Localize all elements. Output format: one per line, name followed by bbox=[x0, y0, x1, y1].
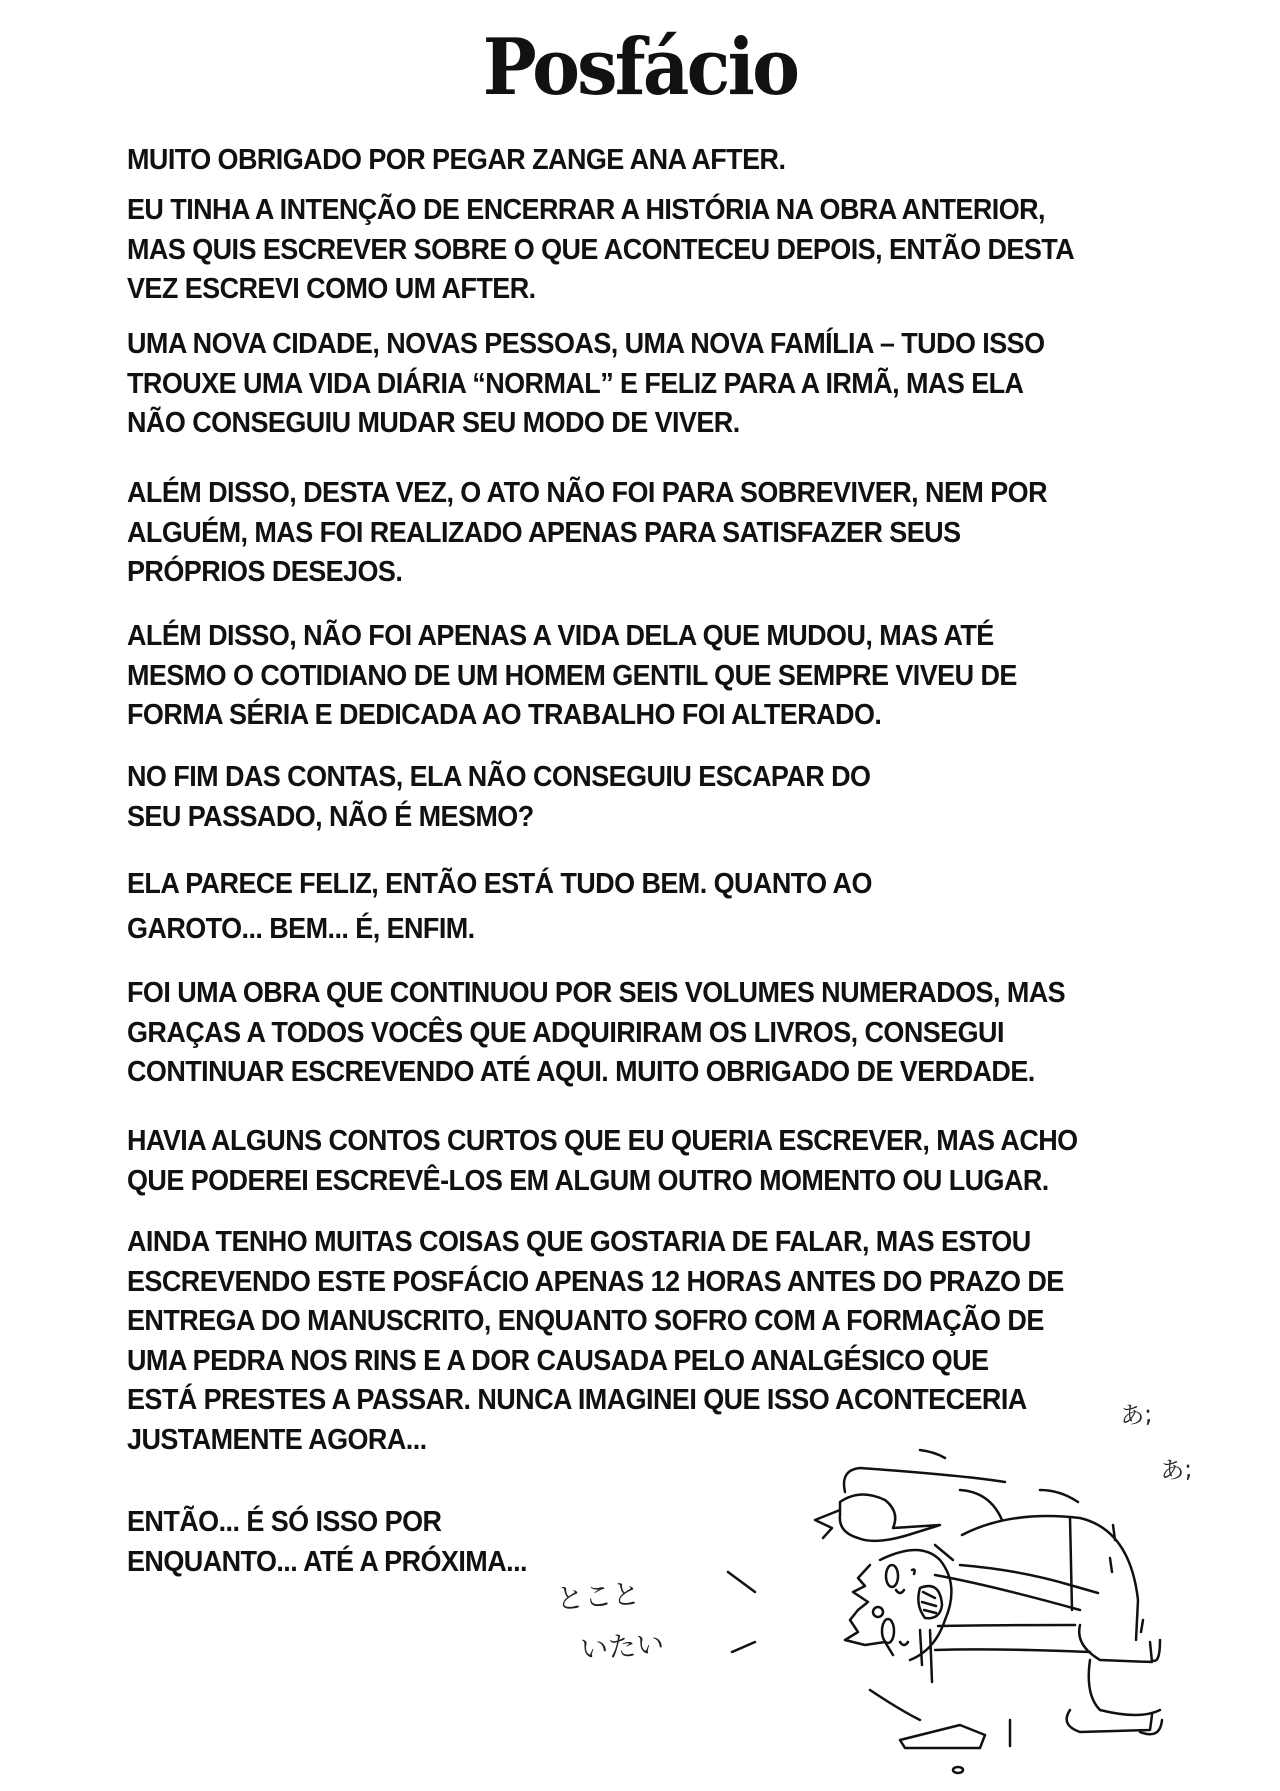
text-line: QUE PODEREI ESCREVÊ-LOS EM ALGUM OUTRO MOMENTO OU LUGAR. bbox=[127, 1164, 1049, 1197]
text-line: MESMO O COTIDIANO DE UM HOMEM GENTIL QUE SEMPRE VIVEU DE bbox=[127, 659, 1017, 692]
text-line: ALÉM DISSO, DESTA VEZ, O ATO NÃO FOI PARA SOBREVIVER, NEM POR bbox=[127, 477, 1047, 509]
paragraph-besides-1 bbox=[127, 474, 1047, 593]
text-line: EU TINHA A INTENÇÃO DE ENCERRAR A HISTÓRIA NA OBRA ANTERIOR, bbox=[127, 194, 1045, 226]
text-line: AINDA TENHO MUITAS COISAS QUE GOSTARIA DE FALAR, MAS ESTOU bbox=[127, 1226, 1031, 1258]
text-line: ALGUÉM, MAS FOI REALIZADO APENAS PARA SATISFAZER SEUS bbox=[127, 516, 961, 549]
paragraph-intention bbox=[127, 191, 1074, 310]
text-line: SEU PASSADO, NÃO É MESMO? bbox=[127, 800, 534, 833]
text-line: NÃO CONSEGUIU MUDAR SEU MODO DE VIVER. bbox=[127, 407, 740, 439]
text-line: CONTINUAR ESCREVENDO ATÉ AQUI. MUITO OBRIGADO DE VERDADE. bbox=[127, 1056, 1035, 1088]
paragraph-farewell bbox=[127, 1503, 527, 1582]
text-line: ESTÁ PRESTES A PASSAR. NUNCA IMAGINEI QUE ISSO ACONTECERIA bbox=[127, 1384, 1027, 1416]
paragraph-thanks bbox=[127, 141, 785, 181]
text-line: HAVIA ALGUNS CONTOS CURTOS QUE EU QUERIA ESCREVER, MAS ACHO bbox=[127, 1125, 1078, 1157]
page-title: Posfácio bbox=[482, 22, 798, 113]
text-line: FORMA SÉRIA E DEDICADA AO TRABALHO FOI ALTERADO. bbox=[127, 699, 882, 731]
text-line: ESCREVENDO ESTE POSFÁCIO APENAS 12 HORAS ANTES DO PRAZO DE bbox=[127, 1265, 1064, 1298]
text-line: ENQUANTO... ATÉ A PRÓXIMA... bbox=[127, 1545, 527, 1578]
text-line: FOI UMA OBRA QUE CONTINUOU POR SEIS VOLUMES NUMERADOS, MAS bbox=[127, 977, 1066, 1009]
text-line: UMA PEDRA NOS RINS E A DOR CAUSADA PELO ANALGÉSICO QUE bbox=[127, 1344, 989, 1377]
text-line: TROUXE UMA VIDA DIÁRIA “NORMAL” E FELIZ PARA A IRMÃ, MAS ELA bbox=[127, 367, 1024, 400]
text-line: GRAÇAS A TODOS VOCÊS QUE ADQUIRIRAM OS LIVROS, CONSEGUI bbox=[127, 1016, 1004, 1049]
sketch-groan-1: あ; bbox=[1119, 1399, 1154, 1431]
paragraph-besides-2 bbox=[127, 617, 1017, 736]
text-line: MAS QUIS ESCREVER SOBRE O QUE ACONTECEU DEPOIS, ENTÃO DESTA bbox=[127, 233, 1075, 266]
text-line: ALÉM DISSO, NÃO FOI APENAS A VIDA DELA QUE MUDOU, MAS ATÉ bbox=[127, 620, 994, 652]
text-line: ENTÃO... É SÓ ISSO POR bbox=[127, 1506, 442, 1538]
text-line: GAROTO... BEM... É, ENFIM. bbox=[127, 913, 475, 945]
character-in-pain-sketch-icon bbox=[540, 1420, 1240, 1791]
paragraph-past bbox=[127, 758, 870, 837]
text-line: ENTREGA DO MANUSCRITO, ENQUANTO SOFRO COM A FORMAÇÃO DE bbox=[127, 1305, 1044, 1337]
text-line: VEZ ESCREVI COMO UM AFTER. bbox=[127, 273, 536, 305]
text-line: JUSTAMENTE AGORA... bbox=[127, 1423, 427, 1456]
text-line: PRÓPRIOS DESEJOS. bbox=[127, 556, 403, 588]
sketch-caption-1: とこと bbox=[555, 1577, 642, 1616]
paragraph-new-city bbox=[127, 325, 1045, 444]
text-line: UMA NOVA CIDADE, NOVAS PESSOAS, UMA NOVA FAMÍLIA – TUDO ISSO bbox=[127, 328, 1045, 360]
paragraph-volumes bbox=[127, 974, 1065, 1093]
sketch-caption-2: いたい bbox=[579, 1627, 666, 1666]
text-line: NO FIM DAS CONTAS, ELA NÃO CONSEGUIU ESCAPAR DO bbox=[127, 761, 871, 793]
text-line: ELA PARECE FELIZ, ENTÃO ESTÁ TUDO BEM. QUANTO AO bbox=[127, 868, 872, 900]
paragraph-short-stories bbox=[127, 1122, 1078, 1201]
paragraph-happy bbox=[127, 862, 872, 952]
text-line: MUITO OBRIGADO POR PEGAR ZANGE ANA AFTER. bbox=[127, 144, 786, 176]
sketch-groan-2: あ; bbox=[1159, 1454, 1194, 1486]
